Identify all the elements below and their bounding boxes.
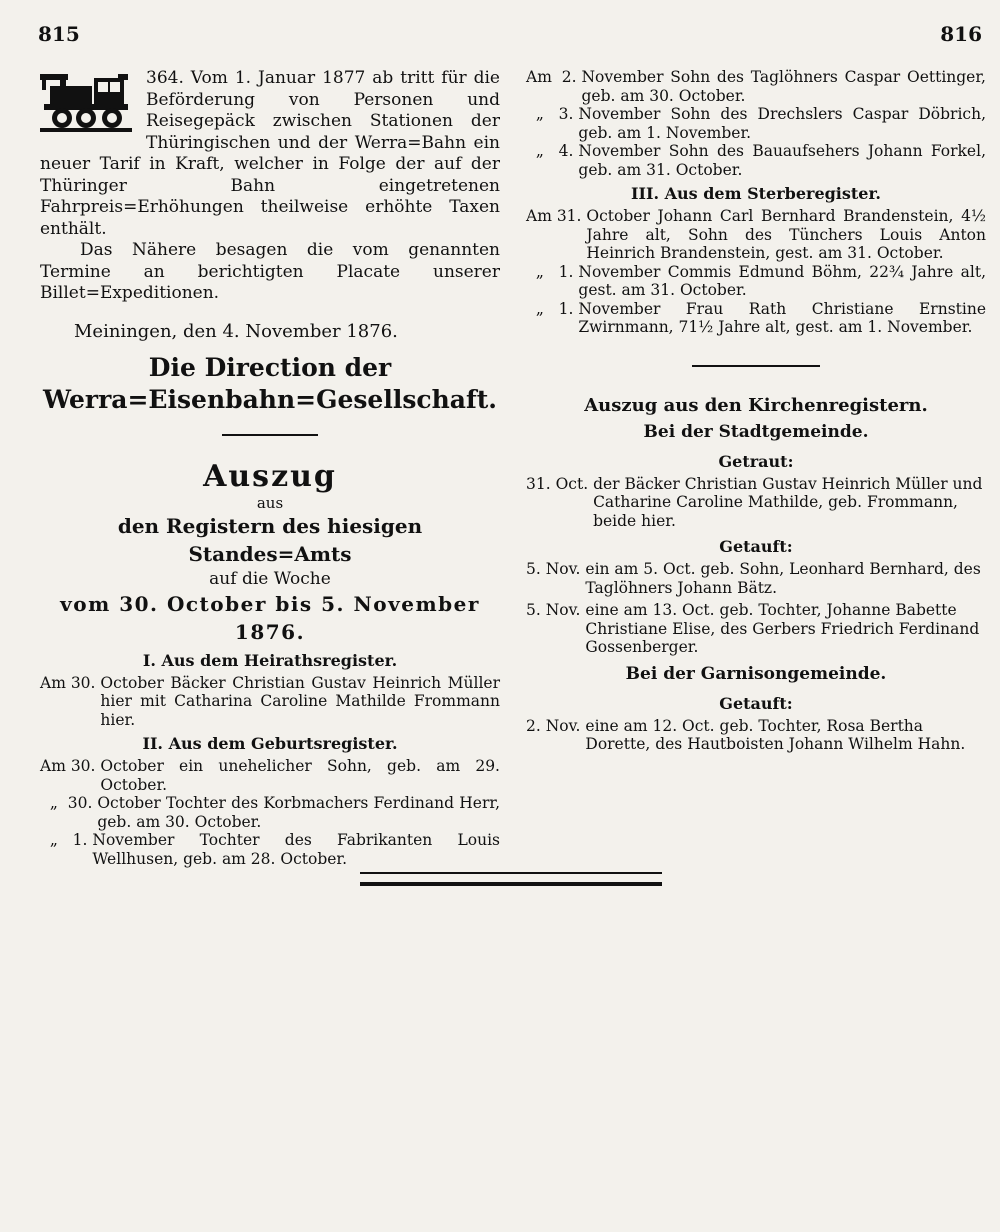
entry-text: November Sohn des Taglöhners Caspar Oettinger, geb. am 30. October. bbox=[581, 68, 986, 105]
church-title: Auszug aus den Kirchenregistern. bbox=[584, 394, 928, 416]
entry-text: November Tochter des Fabrikanten Louis Wellhusen, geb. am 28. October. bbox=[92, 831, 500, 868]
entry-text: October ein unehelicher Sohn, geb. am 29. October. bbox=[100, 757, 500, 794]
list-item bbox=[40, 674, 500, 730]
railway-notice bbox=[40, 68, 500, 305]
entry-text: October Johann Carl Bernhard Brandenstein, 4½ Jahre alt, Sohn des Tünchers Louis Anton Heinrich Brandenstein, gest. am 31. October. bbox=[586, 207, 986, 262]
notice-text: 364. Vom 1. Januar 1877 ab tritt für die Beförderung von Personen und Reisegepäck zwischen Stationen der Thüringischen und der Werra=Bahn ein neuer Tarif in Kraft, welcher in Folge der auf der Thüringer Bahn eingetretenen Fahrpreis=Erhöhungen theilweise erhöhte Taxen enthält. bbox=[40, 68, 500, 239]
list-item bbox=[526, 68, 986, 105]
section-heading: II. Aus dem Geburtsregister. bbox=[142, 734, 398, 753]
church-city: Bei der Stadtgemeinde. bbox=[643, 421, 869, 442]
notice-text-2: Das Nähere besagen die vom genannten Termine an berichtigten Placate unserer Billet=Expeditionen. bbox=[40, 240, 500, 303]
entry-label: „ 3. bbox=[526, 105, 579, 123]
section-heading: III. Aus dem Sterberegister. bbox=[631, 184, 881, 203]
list-item bbox=[526, 207, 986, 263]
entry-label: 5. Nov. bbox=[526, 560, 586, 578]
entry-label: Am 31. bbox=[526, 207, 587, 225]
entry-label: 31. Oct. bbox=[526, 474, 594, 493]
entry-text: eine am 12. Oct. geb. Tochter, Rosa Bertha Dorette, des Hautboisten Johann Wilhelm Hahn. bbox=[585, 716, 966, 753]
entry-text: eine am 13. Oct. geb. Tochter, Johanne Babette Christiane Elise, des Gerbers Friedrich Ferdinand Gossenberger. bbox=[585, 601, 980, 656]
entry-label: Am 2. bbox=[526, 68, 582, 86]
garrison-heading: Bei der Garnisongemeinde. bbox=[625, 663, 887, 684]
list-item bbox=[40, 831, 500, 868]
section-heading: I. Aus dem Heirathsregister. bbox=[142, 650, 398, 670]
left-column bbox=[40, 68, 500, 868]
end-divider bbox=[360, 872, 662, 886]
entry-text: der Bäcker Christian Gustav Heinrich Müller und Catharine Caroline Mathilde, geb. Frommann, beide hier. bbox=[593, 474, 983, 530]
entry-label: „ 1. bbox=[526, 299, 579, 318]
page-number-left: 815 bbox=[38, 22, 80, 46]
list-item bbox=[526, 300, 986, 337]
list-item bbox=[526, 142, 986, 179]
extract-registers: den Registern des hiesigen Standes=Amts bbox=[117, 513, 423, 566]
entry-text: ein am 5. Oct. geb. Sohn, Leonhard Bernhard, des Taglöhners Johann Bätz. bbox=[585, 560, 981, 597]
extract-period: vom 30. October bis 5. November 1876. bbox=[60, 591, 480, 644]
list-item bbox=[526, 601, 986, 657]
page-number-right: 816 bbox=[940, 22, 982, 46]
place-date: Meiningen, den 4. November 1876. bbox=[74, 320, 398, 342]
married-heading: Getraut: bbox=[718, 451, 794, 471]
list-item bbox=[526, 105, 986, 142]
entry-text: November Sohn des Bauaufsehers Johann Forkel, geb. am 31. October. bbox=[578, 142, 986, 179]
list-item bbox=[526, 475, 986, 531]
extract-week: auf die Woche bbox=[209, 568, 331, 589]
garrison-baptized-heading: Getauft: bbox=[719, 693, 793, 713]
entry-label: „ 4. bbox=[526, 142, 579, 160]
baptized-heading: Getauft: bbox=[719, 537, 793, 556]
entry-label: „ 1. bbox=[526, 262, 579, 281]
entry-label: 5. Nov. bbox=[526, 601, 586, 619]
entry-label: Am 30. bbox=[40, 757, 101, 775]
entry-text: October Bäcker Christian Gustav Heinrich Müller hier mit Catharina Caroline Mathilde Frommann hier. bbox=[100, 673, 500, 729]
entry-text: November Sohn des Drechslers Caspar Döbrich, geb. am 1. November. bbox=[578, 105, 986, 142]
locomotive-icon bbox=[40, 72, 132, 134]
extract-title: Auszug bbox=[203, 458, 337, 494]
divider-short bbox=[222, 434, 318, 436]
list-item bbox=[40, 794, 500, 831]
extract-aus: aus bbox=[256, 493, 284, 512]
entry-text: October Tochter des Korbmachers Ferdinand Herr, geb. am 30. October. bbox=[97, 794, 500, 831]
list-item bbox=[526, 263, 986, 300]
list-item bbox=[526, 560, 986, 597]
right-column bbox=[526, 68, 986, 758]
entry-label: „ 30. bbox=[40, 794, 98, 812]
entry-text: November Commis Edmund Böhm, 22¾ Jahre alt, gest. am 31. October. bbox=[578, 262, 986, 299]
list-item bbox=[526, 717, 986, 754]
signature: Die Direction der Werra=Eisenbahn=Gesellschaft. bbox=[42, 352, 498, 414]
entry-label: 2. Nov. bbox=[526, 716, 586, 735]
entry-label: Am 30. bbox=[40, 673, 101, 692]
divider-mid bbox=[692, 365, 820, 367]
list-item bbox=[40, 757, 500, 794]
entry-label: „ 1. bbox=[40, 831, 93, 849]
entry-text: November Frau Rath Christiane Ernstine Zwirnmann, 71½ Jahre alt, gest. am 1. November. bbox=[578, 299, 986, 336]
